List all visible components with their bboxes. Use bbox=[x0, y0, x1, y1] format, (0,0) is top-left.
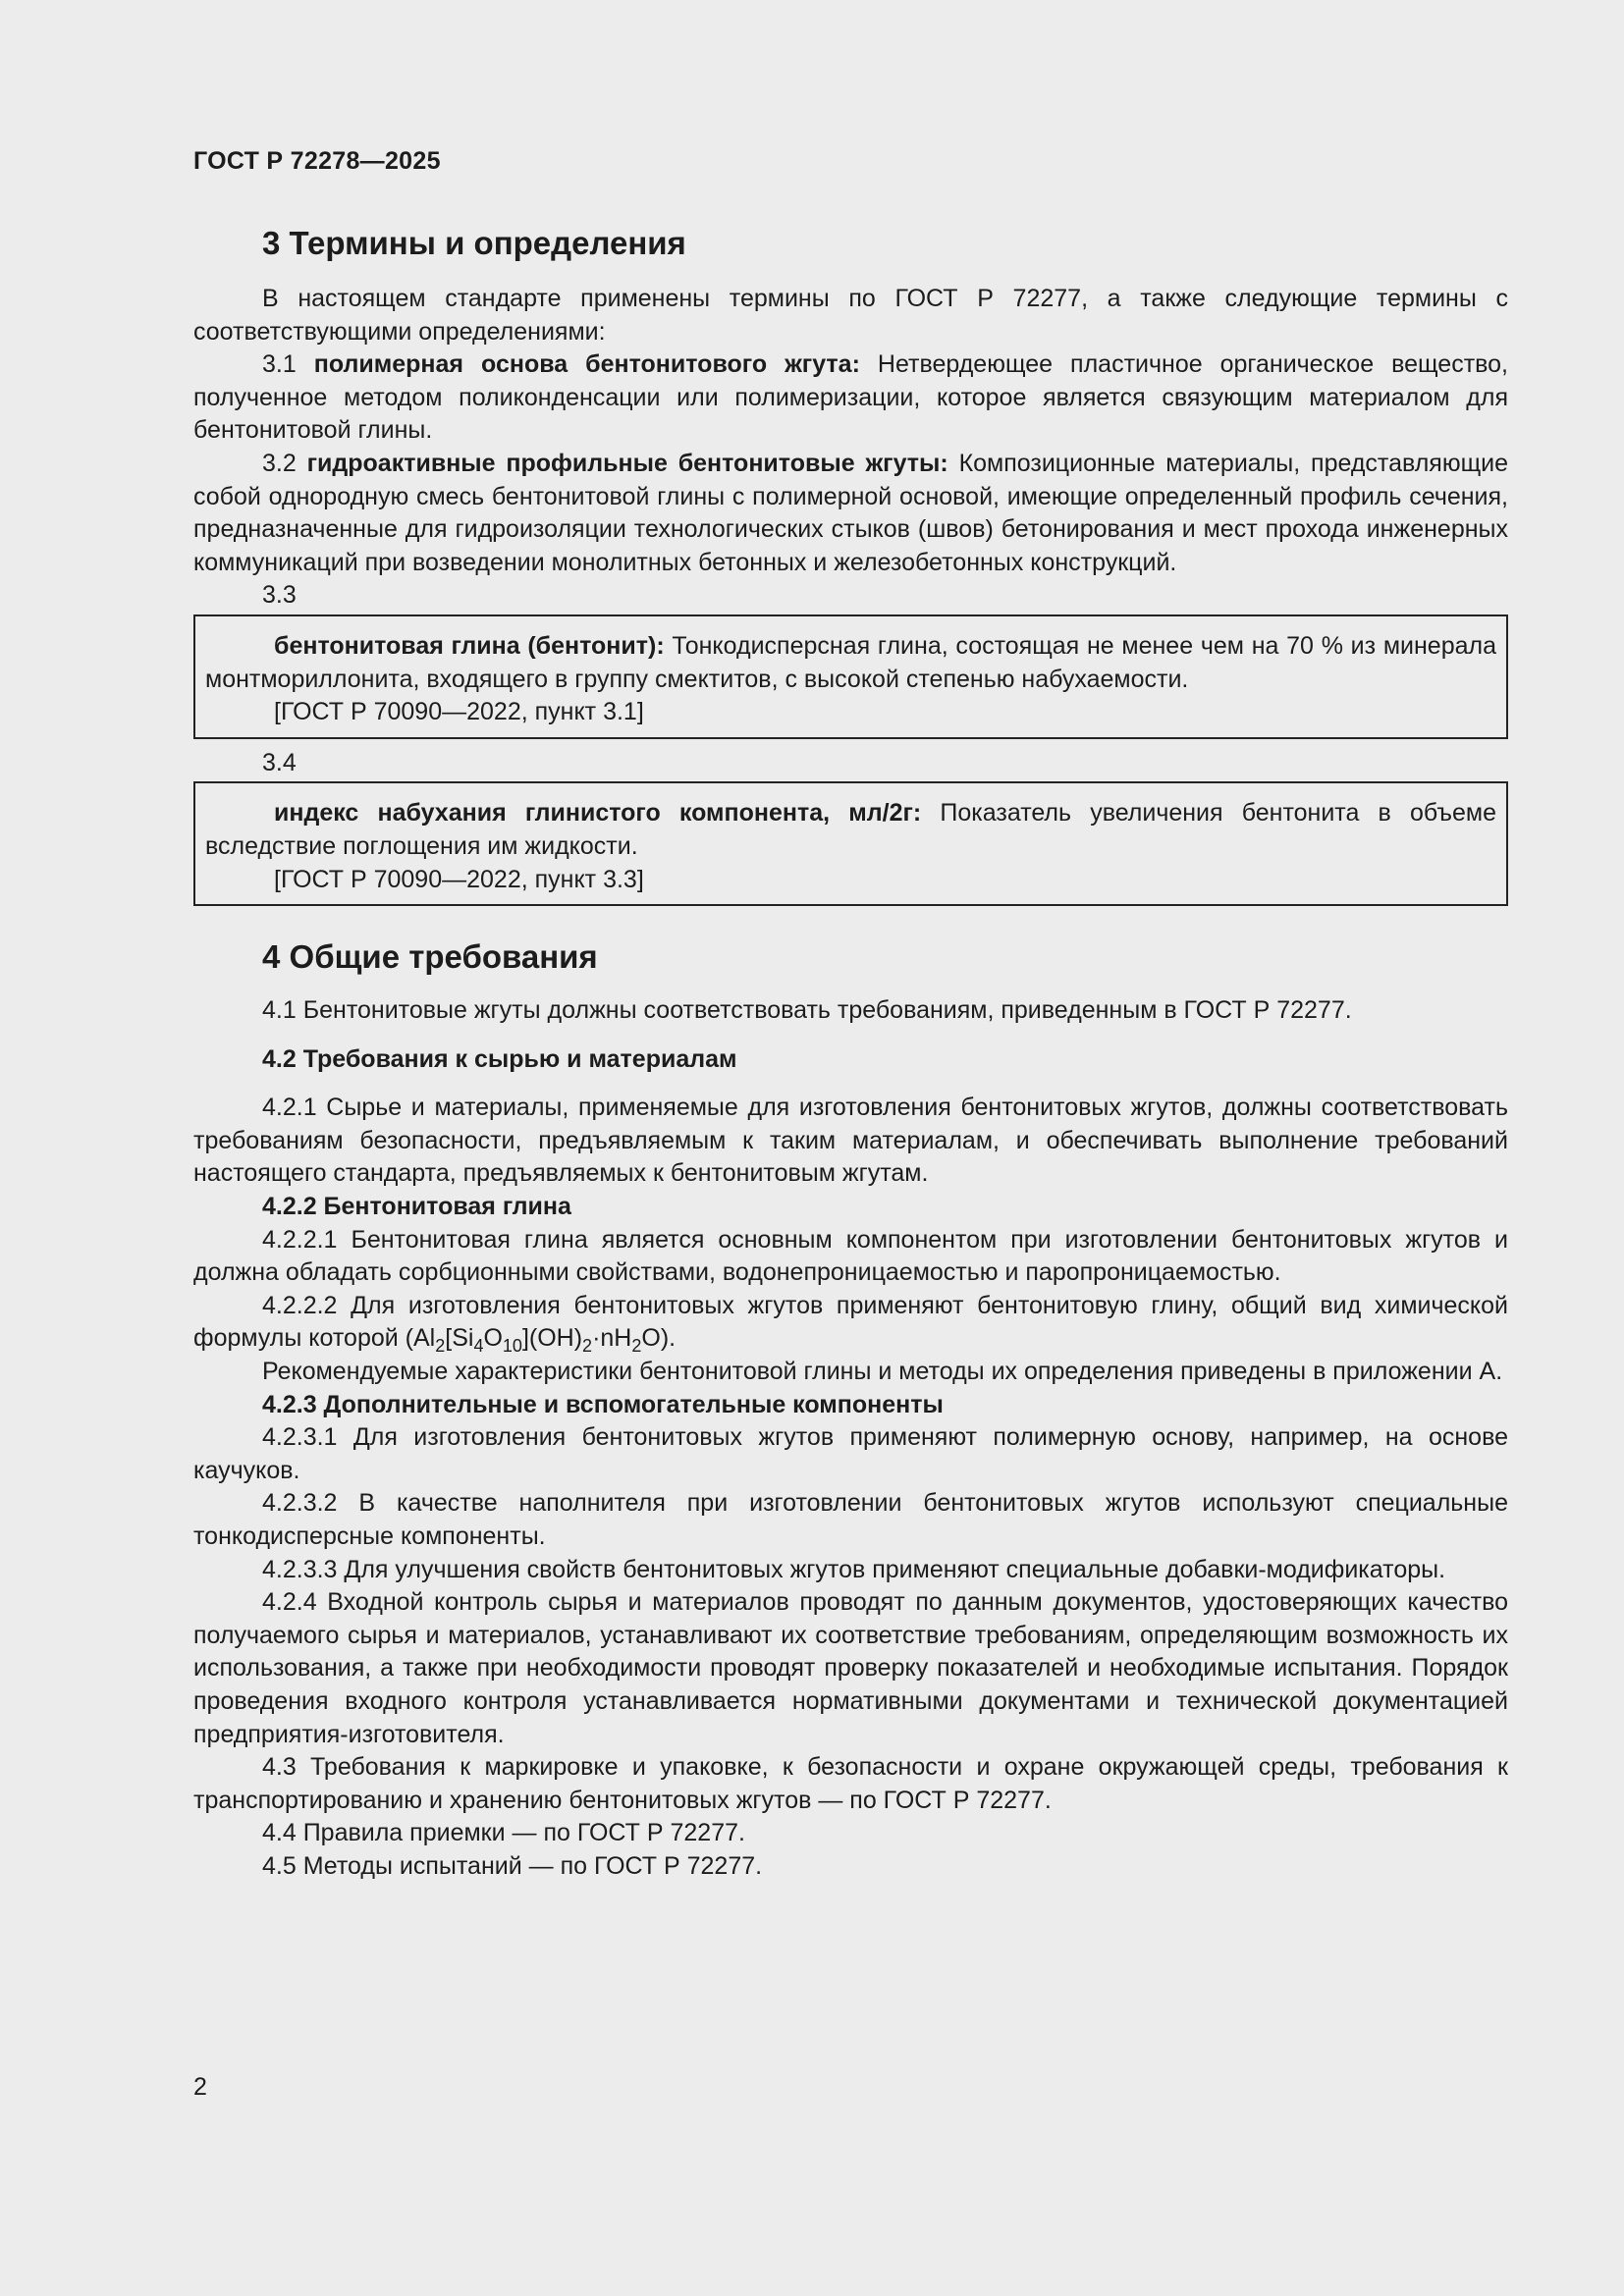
term-number: 3.1 bbox=[262, 350, 297, 379]
term-definition: Композиционные материалы, представляющие собой однородную смесь бентонитовой глины с полимерной основой, имеющие определенный профиль сечения, предназначенные для гидроизоляции технологических стыков (швов) бетонирования и мест прохода инженерных коммуникаций при возведении монолитных бетонных и железобетонных конструкций. bbox=[193, 449, 1509, 576]
recommendation-note: Рекомендуемые характеристики бентонитовой глины и методы их определения приведены в приложении А. bbox=[262, 1358, 1503, 1386]
term-definition: Показатель увеличения бентонита в объеме вследствие поглощения им жидкости. bbox=[205, 799, 1496, 860]
term-name: индекс набухания глинистого компонента, мл/2г: bbox=[274, 799, 922, 828]
term-3-3-box bbox=[193, 614, 1508, 739]
clause-4-2-3-heading bbox=[193, 1389, 1508, 1422]
term-3-1 bbox=[193, 348, 1508, 448]
clause-4-2-3-2: 4.2.3.2 В качестве наполнителя при изготовлении бентонитовых жгутов используют специальные тонкодисперсные компоненты. bbox=[193, 1489, 1508, 1550]
page-number: 2 bbox=[193, 2073, 207, 2101]
clause-4-2-2-title: 4.2.2 Бентонитовая глина bbox=[262, 1193, 571, 1221]
term-name: полимерная основа бентонитового жгута: bbox=[313, 350, 860, 379]
clause-4-2-title: 4.2 Требования к сырью и материалам bbox=[262, 1044, 737, 1073]
term-3-3-number: 3.3 bbox=[262, 581, 297, 610]
clause-4-1: 4.1 Бентонитовые жгуты должны соответствовать требованиям, приведенным в ГОСТ Р 72277. bbox=[262, 996, 1352, 1025]
term-definition: Нетвердеющее пластичное органическое вещество, полученное методом поликонденсации или полимеризации, которое является связующим материалом для бентонитовой глины. bbox=[193, 350, 1508, 445]
clause-4-2-2-1: 4.2.2.1 Бентонитовая глина является основным компонентом при изготовлении бентонитовых жгутов и должна обладать сорбционными свойствами, водонепроницаемостью и паропроницаемостью. bbox=[193, 1225, 1508, 1287]
term-name: гидроактивные профильные бентонитовые жгуты: bbox=[306, 449, 948, 477]
term-name: бентонитовая глина (бентонит): bbox=[274, 631, 665, 660]
clause-4-5: 4.5 Методы испытаний — по ГОСТ Р 72277. bbox=[262, 1851, 763, 1880]
clause-4-4: 4.4 Правила приемки — по ГОСТ Р 72277. bbox=[262, 1819, 745, 1847]
section-3-intro: В настоящем стандарте применены термины по ГОСТ Р 72277, а также следующие термины с соответствующими определениями: bbox=[193, 285, 1508, 346]
chemical-formula: $(Al_2[Si_4O_{10}](OH)_2\cdot nH_2O)$. bbox=[405, 1324, 677, 1357]
clause-4-2-3-1: 4.2.3.1 Для изготовления бентонитовых жгутов применяют полимерную основу, например, на основе каучуков. bbox=[193, 1423, 1508, 1484]
document-header: ГОСТ Р 72278—2025 bbox=[193, 147, 441, 175]
clause-4-2-heading bbox=[193, 1043, 1508, 1077]
page-content bbox=[193, 222, 1508, 1884]
clause-4-2-4: 4.2.4 Входной контроль сырья и материалов проводят по данным документов, удостоверяющих качество получаемого сырья и материалов, устанавливают их соответствие требованиям, определяющим возможность их использования, а также при необходимости проводят проверку показателей и необходимые испытания. Порядок проведения входного контроля устанавливается нормативными документами и технической документацией предприятия-изготовителя. bbox=[193, 1588, 1508, 1748]
clause-4-2-1: 4.2.1 Сырье и материалы, применяемые для изготовления бентонитовых жгутов, должны соответствовать требованиям безопасности, предъявляемым к таким материалам, и обеспечивать выполнение требований настоящего стандарта, предъявляемых к бентонитовым жгутам. bbox=[193, 1094, 1508, 1188]
section-4-heading: 4 Общие требования bbox=[262, 938, 598, 976]
term-3-3 bbox=[205, 630, 1496, 696]
term-3-2 bbox=[193, 448, 1508, 579]
section-3-heading: 3 Термины и определения bbox=[262, 225, 686, 261]
clause-4-3: 4.3 Требования к маркировке и упаковке, к безопасности и охране окружающей среды, требования к транспортированию и хранению бентонитовых жгутов — по ГОСТ Р 72277. bbox=[193, 1753, 1508, 1814]
term-number: 3.2 bbox=[262, 449, 297, 477]
term-definition: Тонкодисперсная глина, состоящая не менее чем на 70 % из минерала монтмориллонита, входящего в группу смектитов, с высокой степенью набухаемости. bbox=[205, 631, 1496, 693]
term-3-4-box bbox=[193, 781, 1508, 906]
term-3-4-number: 3.4 bbox=[262, 748, 297, 776]
clause-4-2-3-title: 4.2.3 Дополнительные и вспомогательные компоненты bbox=[262, 1390, 944, 1418]
clause-4-2-2-heading bbox=[193, 1191, 1508, 1224]
clause-4-2-2-2 bbox=[193, 1290, 1508, 1356]
term-3-4 bbox=[205, 797, 1496, 863]
term-3-4-reference: [ГОСТ Р 70090—2022, пункт 3.3] bbox=[274, 865, 644, 893]
clause-text: 4.2.2.2 Для изготовления бентонитовых жгутов применяют бентонитовую глину, общий вид химической формулы которой bbox=[193, 1291, 1508, 1353]
term-3-3-reference: [ГОСТ Р 70090—2022, пункт 3.1] bbox=[274, 698, 644, 726]
clause-4-2-3-3: 4.2.3.3 Для улучшения свойств бентонитовых жгутов применяют специальные добавки-модификаторы. bbox=[262, 1555, 1446, 1583]
